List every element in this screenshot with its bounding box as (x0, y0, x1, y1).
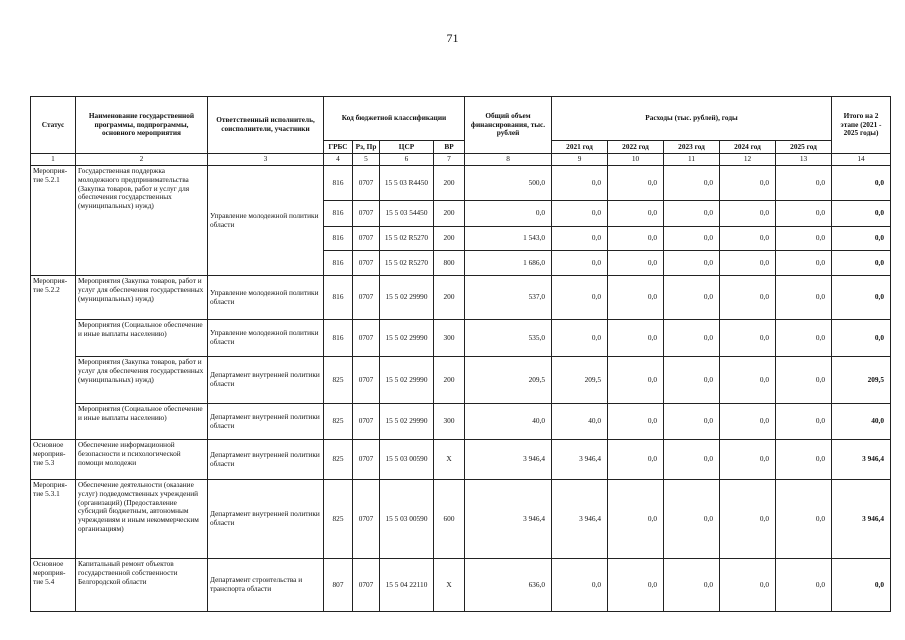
year-2021-cell: 0,0 (552, 559, 608, 612)
header-program-name: Наименование государственной программы, подпрограммы, основного мероприятия (76, 97, 208, 154)
csr-cell: 15 5 03 00590 (380, 480, 434, 559)
header-2025: 2025 год (776, 141, 832, 154)
year-2023-cell: 0,0 (664, 251, 720, 276)
column-number: 2 (76, 154, 208, 166)
year-2022-cell: 0,0 (608, 480, 664, 559)
csr-cell: 15 5 02 29990 (380, 276, 434, 320)
vr-cell: Х (434, 440, 465, 480)
executor-cell: Управление молодежной политики области (208, 276, 324, 320)
year-2021-cell: 0,0 (552, 227, 608, 251)
year-2024-cell: 0,0 (720, 440, 776, 480)
header-executor: Ответственный исполнитель, соисполнители, участники (208, 97, 324, 154)
status-cell: Мероприя-тие 5.2.2 (31, 276, 76, 440)
year-2024-cell: 0,0 (720, 480, 776, 559)
year-2022-cell: 0,0 (608, 227, 664, 251)
year-2024-cell: 0,0 (720, 404, 776, 440)
program-name-cell: Мероприятия (Социальное обеспечение и иные выплаты населению) (76, 320, 208, 357)
table-row (31, 480, 891, 559)
year-2021-cell: 209,5 (552, 357, 608, 404)
header-total-funding: Общий объем финансирования, тыс. рублей (465, 97, 552, 154)
column-number: 3 (208, 154, 324, 166)
year-2022-cell: 0,0 (608, 166, 664, 201)
year-2021-cell: 40,0 (552, 404, 608, 440)
stage-total-cell: 3 946,4 (832, 480, 891, 559)
program-name-cell: Государственная поддержка молодежного предпринимательства (Закупка товаров, работ и услуг для обеспечения государственных (муниципальных) нужд) (76, 166, 208, 276)
executor-cell: Департамент внутренней политики области (208, 404, 324, 440)
header-2021: 2021 год (552, 141, 608, 154)
year-2025-cell: 0,0 (776, 559, 832, 612)
total-funding-cell: 3 946,4 (465, 480, 552, 559)
header-total-stage2: Итого на 2 этапе (2021 - 2025 годы) (832, 97, 891, 154)
rz-pr-cell: 0707 (353, 227, 380, 251)
status-cell: Основное мероприя-тие 5.3 (31, 440, 76, 480)
year-2022-cell: 0,0 (608, 276, 664, 320)
status-cell: Мероприя-тие 5.3.1 (31, 480, 76, 559)
total-funding-cell: 1 543,0 (465, 227, 552, 251)
rz-pr-cell: 0707 (353, 320, 380, 357)
year-2025-cell: 0,0 (776, 201, 832, 227)
year-2024-cell: 0,0 (720, 251, 776, 276)
vr-cell: 600 (434, 480, 465, 559)
csr-cell: 15 5 02 29990 (380, 404, 434, 440)
column-number: 6 (380, 154, 434, 166)
year-2021-cell: 3 946,4 (552, 480, 608, 559)
year-2022-cell: 0,0 (608, 357, 664, 404)
vr-cell: 300 (434, 404, 465, 440)
table-row (31, 357, 891, 404)
total-funding-cell: 40,0 (465, 404, 552, 440)
total-funding-cell: 535,0 (465, 320, 552, 357)
header-vr: ВР (434, 141, 465, 154)
vr-cell: 200 (434, 166, 465, 201)
total-funding-cell: 3 946,4 (465, 440, 552, 480)
vr-cell: 200 (434, 201, 465, 227)
executor-cell: Управление молодежной политики области (208, 166, 324, 276)
program-name-cell: Капитальный ремонт объектов государственной собственности Белгородской области (76, 559, 208, 612)
column-number: 5 (353, 154, 380, 166)
header-budget-code: Код бюджетной классификации (324, 97, 465, 141)
year-2024-cell: 0,0 (720, 559, 776, 612)
rz-pr-cell: 0707 (353, 440, 380, 480)
year-2024-cell: 0,0 (720, 166, 776, 201)
year-2023-cell: 0,0 (664, 201, 720, 227)
grbs-cell: 825 (324, 404, 353, 440)
csr-cell: 15 5 02 29990 (380, 320, 434, 357)
column-number: 7 (434, 154, 465, 166)
year-2021-cell: 0,0 (552, 201, 608, 227)
stage-total-cell: 0,0 (832, 166, 891, 201)
year-2024-cell: 0,0 (720, 276, 776, 320)
year-2021-cell: 3 946,4 (552, 440, 608, 480)
stage-total-cell: 0,0 (832, 251, 891, 276)
table-row (31, 276, 891, 320)
column-number: 10 (608, 154, 664, 166)
program-name-cell: Обеспечение информационной безопасности и психологической помощи молодежи (76, 440, 208, 480)
grbs-cell: 825 (324, 480, 353, 559)
executor-cell: Департамент строительства и транспорта области (208, 559, 324, 612)
year-2024-cell: 0,0 (720, 320, 776, 357)
grbs-cell: 816 (324, 276, 353, 320)
rz-pr-cell: 0707 (353, 251, 380, 276)
year-2023-cell: 0,0 (664, 276, 720, 320)
year-2022-cell: 0,0 (608, 251, 664, 276)
csr-cell: 15 5 04 22110 (380, 559, 434, 612)
year-2024-cell: 0,0 (720, 357, 776, 404)
year-2023-cell: 0,0 (664, 440, 720, 480)
header-expenses: Расходы (тыс. рублей), годы (552, 97, 832, 141)
csr-cell: 15 5 03 R4450 (380, 166, 434, 201)
grbs-cell: 825 (324, 357, 353, 404)
year-2023-cell: 0,0 (664, 227, 720, 251)
stage-total-cell: 0,0 (832, 559, 891, 612)
year-2025-cell: 0,0 (776, 440, 832, 480)
stage-total-cell: 0,0 (832, 320, 891, 357)
year-2025-cell: 0,0 (776, 357, 832, 404)
table-row (31, 404, 891, 440)
year-2025-cell: 0,0 (776, 166, 832, 201)
table-row (31, 559, 891, 612)
year-2021-cell: 0,0 (552, 251, 608, 276)
stage-total-cell: 0,0 (832, 201, 891, 227)
stage-total-cell: 0,0 (832, 276, 891, 320)
header-csr: ЦСР (380, 141, 434, 154)
grbs-cell: 816 (324, 227, 353, 251)
total-funding-cell: 209,5 (465, 357, 552, 404)
rz-pr-cell: 0707 (353, 559, 380, 612)
grbs-cell: 816 (324, 251, 353, 276)
vr-cell: 200 (434, 276, 465, 320)
header-status: Статус (31, 97, 76, 154)
total-funding-cell: 500,0 (465, 166, 552, 201)
table-row (31, 320, 891, 357)
grbs-cell: 807 (324, 559, 353, 612)
year-2025-cell: 0,0 (776, 480, 832, 559)
total-funding-cell: 0,0 (465, 201, 552, 227)
header-2023: 2023 год (664, 141, 720, 154)
executor-cell: Департамент внутренней политики области (208, 440, 324, 480)
stage-total-cell: 0,0 (832, 227, 891, 251)
budget-table (30, 96, 891, 612)
csr-cell: 15 5 02 R5270 (380, 227, 434, 251)
year-2025-cell: 0,0 (776, 251, 832, 276)
grbs-cell: 816 (324, 201, 353, 227)
column-number: 8 (465, 154, 552, 166)
csr-cell: 15 5 03 54450 (380, 201, 434, 227)
vr-cell: 300 (434, 320, 465, 357)
vr-cell: 200 (434, 227, 465, 251)
table-row (31, 440, 891, 480)
csr-cell: 15 5 03 00590 (380, 440, 434, 480)
header-2022: 2022 год (608, 141, 664, 154)
executor-cell: Департамент внутренней политики области (208, 480, 324, 559)
year-2022-cell: 0,0 (608, 201, 664, 227)
year-2023-cell: 0,0 (664, 166, 720, 201)
vr-cell: Х (434, 559, 465, 612)
grbs-cell: 816 (324, 320, 353, 357)
rz-pr-cell: 0707 (353, 357, 380, 404)
year-2022-cell: 0,0 (608, 559, 664, 612)
csr-cell: 15 5 02 29990 (380, 357, 434, 404)
executor-cell: Управление молодежной политики области (208, 320, 324, 357)
year-2023-cell: 0,0 (664, 480, 720, 559)
grbs-cell: 816 (324, 166, 353, 201)
program-name-cell: Мероприятия (Закупка товаров, работ и услуг для обеспечения государственных (муниципальных) нужд) (76, 357, 208, 404)
column-number: 13 (776, 154, 832, 166)
rz-pr-cell: 0707 (353, 404, 380, 440)
program-name-cell: Мероприятия (Закупка товаров, работ и услуг для обеспечения государственных (муниципальных) нужд) (76, 276, 208, 320)
column-number: 4 (324, 154, 353, 166)
header-rz-pr: Рз, Пр (353, 141, 380, 154)
header-2024: 2024 год (720, 141, 776, 154)
program-name-cell: Обеспечение деятельности (оказание услуг) подведомственных учреждений (организаций) (Предоставление субсидий бюджетным, автономным учреждениям и иным некоммерческим организациям) (76, 480, 208, 559)
total-funding-cell: 636,0 (465, 559, 552, 612)
page-number: 71 (446, 31, 459, 45)
vr-cell: 200 (434, 357, 465, 404)
year-2021-cell: 0,0 (552, 276, 608, 320)
year-2025-cell: 0,0 (776, 404, 832, 440)
column-number: 11 (664, 154, 720, 166)
stage-total-cell: 209,5 (832, 357, 891, 404)
column-numbers-row (31, 154, 891, 166)
year-2025-cell: 0,0 (776, 276, 832, 320)
status-cell: Основное мероприя-тие 5.4 (31, 559, 76, 612)
executor-cell: Департамент внутренней политики области (208, 357, 324, 404)
grbs-cell: 825 (324, 440, 353, 480)
stage-total-cell: 40,0 (832, 404, 891, 440)
total-funding-cell: 1 686,0 (465, 251, 552, 276)
year-2023-cell: 0,0 (664, 404, 720, 440)
column-number: 12 (720, 154, 776, 166)
year-2022-cell: 0,0 (608, 404, 664, 440)
total-funding-cell: 537,0 (465, 276, 552, 320)
year-2023-cell: 0,0 (664, 357, 720, 404)
status-cell: Мероприя-тие 5.2.1 (31, 166, 76, 276)
program-name-cell: Мероприятия (Социальное обеспечение и иные выплаты населению) (76, 404, 208, 440)
year-2024-cell: 0,0 (720, 201, 776, 227)
column-number: 14 (832, 154, 891, 166)
header-grbs: ГРБС (324, 141, 353, 154)
year-2025-cell: 0,0 (776, 320, 832, 357)
column-number: 9 (552, 154, 608, 166)
year-2023-cell: 0,0 (664, 559, 720, 612)
year-2023-cell: 0,0 (664, 320, 720, 357)
rz-pr-cell: 0707 (353, 276, 380, 320)
vr-cell: 800 (434, 251, 465, 276)
year-2022-cell: 0,0 (608, 320, 664, 357)
year-2022-cell: 0,0 (608, 440, 664, 480)
year-2021-cell: 0,0 (552, 166, 608, 201)
table-row (31, 166, 891, 201)
column-number: 1 (31, 154, 76, 166)
year-2024-cell: 0,0 (720, 227, 776, 251)
year-2021-cell: 0,0 (552, 320, 608, 357)
stage-total-cell: 3 946,4 (832, 440, 891, 480)
rz-pr-cell: 0707 (353, 201, 380, 227)
csr-cell: 15 5 02 R5270 (380, 251, 434, 276)
year-2025-cell: 0,0 (776, 227, 832, 251)
rz-pr-cell: 0707 (353, 166, 380, 201)
rz-pr-cell: 0707 (353, 480, 380, 559)
